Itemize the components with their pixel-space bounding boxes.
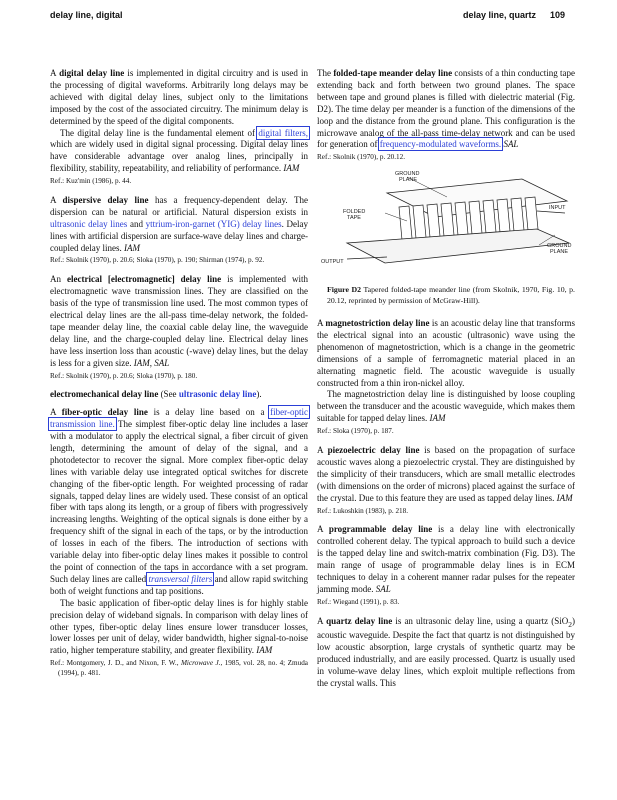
- link-frequency-modulated-waveforms[interactable]: frequency-modulated waveforms.: [379, 139, 502, 150]
- label-output: OUTPUT: [321, 259, 344, 266]
- reference: Ref.: Skolnik (1970), p. 20.6; Sloka (1970), p. 180.: [50, 371, 198, 380]
- reference: Ref.: Skolnik (1970), p. 20.6; Sloka (1970), p. 190; Shirman (1974), p. 92.: [50, 256, 265, 265]
- entry-dispersive-delay-line: A dispersive delay line has a frequency-dependent delay. The dispersion can be natural or artificial. Natural dispersion exists in ultrasonic delay lines and yttrium-iron-garnet (YIG) delay lines. Delay lines with artificial dispersion are surface-wave delay lines and charge-coupled delay lines. IAM Ref.: Skolnik (1970), p. 20.6; Sloka (1970), p. 190; Shirman (1974), p. 92.: [50, 194, 308, 265]
- entry-electrical-delay-line: An electrical [electromagnetic] delay line is implemented with electromagnetic wave transmission lines. They are classified on the basis of the type of transmission line used. The most common types of electrical delay lines are the all-pass time-delay network, the folded-tape meander delay line, the coaxial cable delay line, the waveguide delay line, and the charge-coupled delay line. Electrical delay lines have less insertion loss than acoustic (-wave) delay lines, but the delay is less for a given size. IAM, SAL Ref.: Skolnik (1970), p. 20.6; Sloka (1970), p. 180.: [50, 274, 308, 380]
- entry-digital-delay-line: A digital delay line is implemented in digital circuitry and is used in the processing of digital waveforms. Arbitrarily long delays may be achieved with digital delay lines, subject only to the limitations imposed by the cost of the associated circuitry. The minimum delay is determined by the speed of the digital components. The digital delay line is the fundamental element of digital filters, which are widely used in digital signal processing. Digital delay lines have considerable advantage over analog lines, principally in flexibility, stability, repeatability, and reliability of performance. IAM Ref.: Kuz'min (1986), p. 44.: [50, 68, 308, 186]
- running-head-right: delay line, quartz: [463, 10, 537, 20]
- link-ultrasonic-delay-lines[interactable]: ultrasonic delay lines: [50, 218, 128, 229]
- left-column: [50, 68, 308, 687]
- label-folded-tape-2: TAPE: [347, 215, 361, 222]
- label-ground-plane-top-2: PLANE: [399, 177, 418, 184]
- term-electrical-delay-line: electrical [electromagnetic] delay line: [66, 274, 222, 285]
- entry-programmable-delay-line: A programmable delay line is a delay line with electronically controlled coherent delay. The typical approach to build such a device is the tapped delay line and switch-matrix combination (Fig. D3). The main range of usage of programmable delay lines is in ECM techniques to delay in a coherent manner radar pulses for the repeater jamming mode. SAL Ref.: Wiegand (1991), p. 83.: [317, 524, 575, 606]
- label-ground-plane-bottom-2: PLANE: [550, 249, 569, 256]
- figure-caption: Figure D2 Tapered folded-tape meander line (from Skolnik, 1970, Fig. 10, p. 20.12, reprinted by permission of McGraw-Hill).: [327, 285, 575, 305]
- author-initials: IAM: [429, 413, 446, 424]
- term-folded-tape-meander-delay-line: folded-tape meander delay line: [333, 68, 453, 78]
- author-initials: IAM: [123, 242, 140, 253]
- term-dispersive-delay-line: dispersive delay line: [62, 194, 149, 205]
- entry-folded-tape-meander-delay-line: The folded-tape meander delay line consists of a thin conducting tape extending back and forth between two ground planes. The space between tape and ground planes is filled with dielectric material (Fig. D2). The time delay per meander is a function of the dimensions of the loop and the distance from the ground plane. This configuration is the microwave analog of the all-pass time-delay network and can be used for generation of frequency-modulated waveforms. SAL Ref.: Skolnik (1970), p. 20.12.: [317, 68, 575, 162]
- link-yig-delay-lines[interactable]: yttrium-iron-garnet (YIG) delay lines: [145, 218, 282, 229]
- link-digital-filters[interactable]: digital filters,: [258, 127, 308, 138]
- author-initials: IAM, SAL: [133, 357, 170, 368]
- figure-d2-folded-tape-diagram: [317, 171, 575, 275]
- term-digital-delay-line: digital delay line: [59, 68, 125, 78]
- link-transversal-filters[interactable]: transversal filters: [148, 573, 213, 584]
- page-number: 109: [550, 10, 566, 20]
- term-programmable-delay-line: programmable delay line: [328, 524, 433, 535]
- entry-fiber-optic-delay-line: A fiber-optic delay line is a delay line based on a fiber-optic transmission line. The simplest fiber-optic delay line includes a laser with a modulator to apply the electrical signal, a fiber circuit of given length, determining the amount of delay of the signal, and a photodetector to recover the signal. More complex fiber-optic delay lines with variable delay use integrated optical switches for discrete changing of the fiber-optic length. For weighted processing of radar signals, tapped delay lines are widely used. These consist of an optical fiber with taps along its length, or a group of fibers with progressively increasing lengths. Weighting of the optical signals is done either by a frequency shift of the signal in each of the taps, or by the introduction of losses in each of the fibers. The introduction of sections with variable delay into fiber-optic delay lines makes it possible to control the point of connection of the taps in accordance with a set program. Such delay lines are called transversal filters and allow rapid switching both of weight functions and tap positions. The basic application of fiber-optic delay lines is for highly stable precision delay of wideband signals. In comparison with delay lines of other types, fiber-optic delay lines ensure lower transducer losses, lower losses per unit of delay, wider bandwidth, higher signal-to-noise ratio, higher temperature stability, and greater flexibility. IAM Ref.: Montgomery, J. D., and Nixon, F. W., Microwave J., 1985, vol. 28, no. 4; Zmuda (1994), p. 481.: [50, 407, 308, 678]
- right-column: [317, 68, 575, 690]
- entry-quartz-delay-line: A quartz delay line is an ultrasonic delay line, using a quartz (SiO$_2$) acoustic waveguide. Despite the fact that quartz is not distinguished by low acoustic absorption, large crystals of synthetic quartz may be produced industrially, and are easily processed. Quartz is usually used in volume-wave delay lines, which exploit multiple reflections from the crystal walls. This: [317, 615, 575, 688]
- link-ultrasonic-delay-line[interactable]: ultrasonic delay line: [178, 389, 257, 400]
- term-electromechanical-delay-line: electromechanical delay line: [50, 389, 159, 400]
- reference: Ref.: Montgomery, J. D., and Nixon, F. W., Microwave J., 1985, vol. 28, no. 4; Zmuda (1994), p. 481.: [50, 659, 308, 678]
- entry-electromechanical-delay-line: electromechanical delay line (See ultrasonic delay line).: [50, 389, 262, 400]
- term-piezoelectric-delay-line: piezoelectric delay line: [327, 445, 420, 455]
- author-initials: SAL: [375, 583, 391, 594]
- reference: Ref.: Lukoshkin (1983), p. 218.: [317, 506, 409, 515]
- term-magnetostriction-delay-line: magnetostriction delay line: [325, 318, 430, 329]
- entry-magnetostriction-delay-line: A magnetostriction delay line is an acoustic delay line that transforms the electrical signal into an acoustic (ultrasonic) wave using the phenomenon of magnetostriction, which is a change in the geometric dimensions of a sample of ferromagnetic material placed in an alternating magnetic field. The acoustic waveguide is usually constructed from a thin iron-nickel alloy. The magnetostriction delay line is distinguished by loose coupling between the transducer and the acoustic waveguide, which makes them suitable for tapped delay lines. IAM Ref.: Sloka (1970), p. 187.: [317, 318, 575, 436]
- term-quartz-delay-line: quartz delay line: [326, 615, 393, 626]
- reference: Ref.: Wiegand (1991), p. 83.: [317, 597, 400, 606]
- reference: Ref.: Sloka (1970), p. 187.: [317, 427, 394, 436]
- label-ground-plane-bottom: GROUND: [547, 243, 572, 250]
- reference: Ref.: Kuz'min (1986), p. 44.: [50, 177, 132, 186]
- author-initials: IAM: [283, 163, 300, 174]
- entry-piezoelectric-delay-line: A piezoelectric delay line is based on the propagation of surface acoustic waves along a piezoelectric crystal. They are distinguished by the simplicity of their transducers, which are small metallic electrodes (with dimensions on the order of microns) placed against the surface of the crystal. Due to this feature they are used as tapped delay lines. IAM Ref.: Lukoshkin (1983), p. 218.: [317, 445, 575, 515]
- link-fiber-optic-transmission-line[interactable]: fiber-optic transmission line.: [50, 407, 308, 430]
- author-initials: SAL: [503, 139, 519, 150]
- running-head-left: delay line, digital: [50, 10, 123, 20]
- label-input: INPUT: [549, 205, 566, 212]
- author-initials: IAM: [256, 645, 273, 656]
- input-lead: [537, 211, 565, 213]
- term-fiber-optic-delay-line: fiber-optic delay line: [61, 407, 148, 418]
- label-folded-tape: FOLDED: [343, 209, 366, 216]
- label-ground-plane-top: GROUND: [395, 171, 420, 178]
- reference: Ref.: Skolnik (1970), p. 20.12.: [317, 153, 406, 162]
- author-initials: IAM: [556, 492, 573, 503]
